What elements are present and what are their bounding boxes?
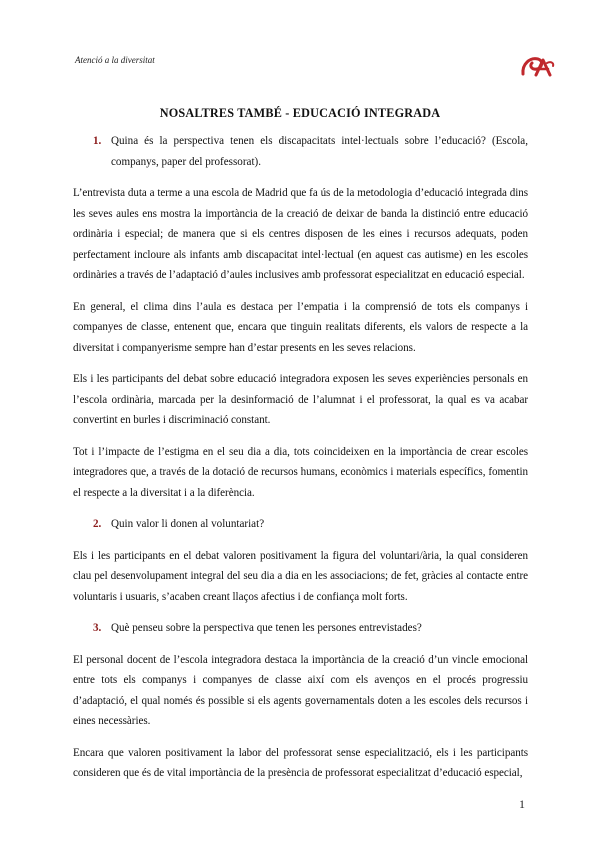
running-header: Atenció a la diversitat xyxy=(75,55,155,65)
question-2 xyxy=(93,514,528,535)
paragraph: Tot i l’impacte de l’estigma en el seu dia a dia, tots coincideixen en la importància de crear escoles integradores que, a través de la dotació de recursos humans, econòmics i materials específics, fomentin el respecte a la diversitat i a la diferència. xyxy=(73,445,528,499)
paragraph: En general, el clima dins l’aula es destaca per l’empatia i la comprensió de tots els companys i companyes de classe, entenent que, encara que tinguin realitats diferents, els valors de respecte a la diversitat i companyerisme sempre han d’estar presents en les seves relacions. xyxy=(73,300,528,354)
paragraph: El personal docent de l’escola integradora destaca la importància de la creació d’un vincle emocional entre tots els companys i companyes de classe així com els avenços en el procés progressiu d’adaptació, el qual només és possible si els agents governamentals doten a les escoles dels recursos i eines necessàries. xyxy=(73,653,528,727)
page-number: 1 xyxy=(519,797,525,811)
paragraph: Els i les participants del debat sobre educació integradora exposen les seves experiències personals en l’escola ordinària, marcada per la desinformació de l’alumnat i el professorat, la qual es va acabar convertint en burles i discriminació constant. xyxy=(73,373,528,426)
question-number: 3. xyxy=(93,622,102,634)
question-3 xyxy=(93,618,528,639)
question-1 xyxy=(93,131,528,172)
document-body xyxy=(73,131,528,795)
paragraph: Encara que valoren positivament la labor del professorat sense especialització, els i les participants consideren que és de vital importància de la presència de professorat especialitzat d’educació especial, xyxy=(73,746,528,779)
question-text: Què penseu sobre la perspectiva que tenen les persones entrevistades? xyxy=(111,622,422,634)
university-logo-icon xyxy=(520,54,556,80)
document-title: NOSALTRES TAMBÉ - EDUCACIÓ INTEGRADA xyxy=(159,106,441,120)
question-number: 2. xyxy=(93,518,102,530)
question-text: Quin valor li donen al voluntariat? xyxy=(111,518,265,530)
question-number: 1. xyxy=(93,135,102,147)
question-text: Quina és la perspectiva tenen els discapacitats intel·lectuals sobre l’educació? (Escola, companys, paper del professorat). xyxy=(111,135,528,168)
paragraph: L’entrevista duta a terme a una escola de Madrid que fa ús de la metodologia d’educació integrada dins les seves aules ens mostra la importància de la creació de deixar de banda la distinció entre educació ordinària i especial; de manera que si els centres disposen de les eines i recursos adequats, poden perfectament incloure als infants amb discapacitat intel·lectual (en aquest cas autisme) en les escoles ordinàries a través de l’adaptació d’aules inclusives amb professorat especialitzat en educació especial. xyxy=(73,187,528,281)
paragraph: Els i les participants en el debat valoren positivament la figura del voluntari/ària, la qual consideren clau pel desenvolupament integral del seu dia a dia en les associacions; de fet, gràcies al contacte entre voluntaris i usuaris, s’acaben creant llaços afectius i de confiança molt forts. xyxy=(73,549,528,603)
